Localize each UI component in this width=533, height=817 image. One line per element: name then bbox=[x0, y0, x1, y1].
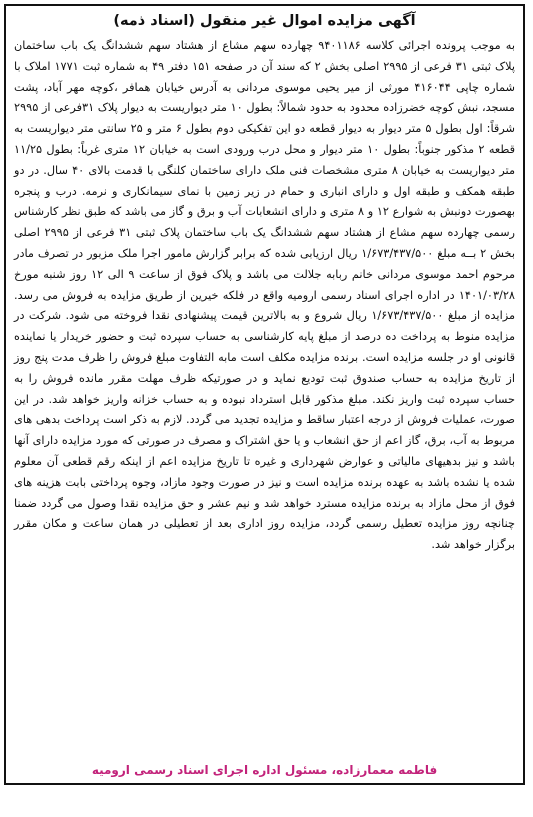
notice-title: آگهی مزایده اموال غیر منقول (اسناد ذمه) bbox=[113, 13, 416, 29]
notice-body-text: به موجب پرونده اجرائی کلاسه ۹۴۰۱۱۸۶ چهارده سهم مشاع از هشتاد سهم ششدانگ یک باب ساختمان پلاک ثبتی ۳۱ فرعی از ۲۹۹۵ اصلی بخش ۲ که سند آن در صفحه ۱۵۱ دفتر ۴۹ به شماره ثبت ۱۷۷۱ املاک با شماره چاپی ۴۱۶۰۴۴ مورثی از میر یحیی موسوی مردانی به آدرس خیابان همافر ،کوچه مهر آباد، پشت مسجد، نبش کوچه خضرزاده محدود به حدود شمالاً: بطول ۱۰ متر دیواریست به دیوار پلاک ۳۱فرعی از ۲۹۹۵ شرقاً: اول بطول ۵ متر دیوار به دیوار قطعه دو این تفکیکی دوم بطول ۶ متر و ۲۵ سانتی متر دیواریست به قطعه ۲ مذکور جنوباً: بطول ۱۰ متر دیوار و محل درب ورودی است به خیابان ۱۲ متری غرباً: بطول ۱۱/۲۵ متر دیواریست به خیابان ۸ متری مشخصات فنی ملک دارای ساختمان کلنگی با قدمت بالای ۴۰ سال. در دو طبقه همکف و طبقه اول و دارای انباری و حمام در زیر زمین با نمای سیمانکاری و نرمه. درب و پنجره بهصورت دونبش به شوارع ۱۲ و ۸ متری و دارای انشعابات آب و برق و گاز می باشد که طبق نظر کارشناس رسمی چهارده سهم مشاع از هشتاد سهم ششدانگ یک باب ساختمان پلاک ثبتی ۳۱ فرعی از ۲۹۹۵ اصلی بخش ۲ بــه مبلغ ۱/۶۷۳/۴۳۷/۵۰۰ ریال ارزیابی شده که برابر گزارش مامور اجرا ملک مزبور در تصرف مادر مرحوم احمد موسوی مردانی خانم ربابه جلالت می باشد و پلاک فوق از ساعت ۹ الی ۱۲ روز شنبه مورخ ۱۴۰۱/۰۳/۲۸ در اداره اجرای اسناد رسمی ارومیه واقع در فلکه خیرین از طریق مزایده به فروش می رسد. مزایده از مبلغ ۱/۶۷۳/۴۳۷/۵۰۰ ریال شروع و به بالاترین قیمت پیشنهادی نقدا فروخته می شود. شرکت در مزایده منوط به پرداخت ده درصد از مبلغ پایه کارشناسی به حساب سپرده ثبت و حضور خریدار یا نماینده قانونی او در جلسه مزایده است. برنده مزایده مکلف است مابه التفاوت مبلغ فروش را ظرف مدت پنج روز از تاریخ مزایده به حساب صندوق ثبت تودیع نماید و در صورتیکه ظرف مهلت مقرر مانده فروش را به حساب سپرده ثبت واریز نکند. مبلغ مذکور قابل استرداد نبوده و به حساب خزانه واریز خواهد شد. در این صورت، عملیات فروش از درجه اعتبار ساقط و مزایده تجدید می گردد. لازم به ذکر است پرداخت بدهی های مربوط به آب، برق، گاز اعم از حق انشعاب و یا حق اشتراک و مصرف در صورتی که مورد مزایده دارای آنها باشد و نیز بدهیهای مالیاتی و عوارض شهرداری و غیره تا تاریخ مزایده اعم از اینکه رقم قطعی آن معلوم شده یا نشده باشد به عهده برنده مزایده است و نیز در صورت وجود مازاد، وجوه پرداختی بابت هزینه های فوق از محل مازاد به برنده مزایده مسترد خواهد شد و نیم عشر و حق مزایده نقدا وصول می گردد ضمنا چنانچه روز مزایده تعطیل رسمی گردد، مزایده روز اداری بعد از تعطیلی در همان ساعت و مکان مقرر برگزار خواهد شد. bbox=[14, 39, 515, 552]
notice-frame bbox=[4, 4, 525, 785]
notice-signature: فاطمه معمارزاده، مسئول اداره اجرای اسناد رسمی ارومیه bbox=[91, 763, 438, 777]
